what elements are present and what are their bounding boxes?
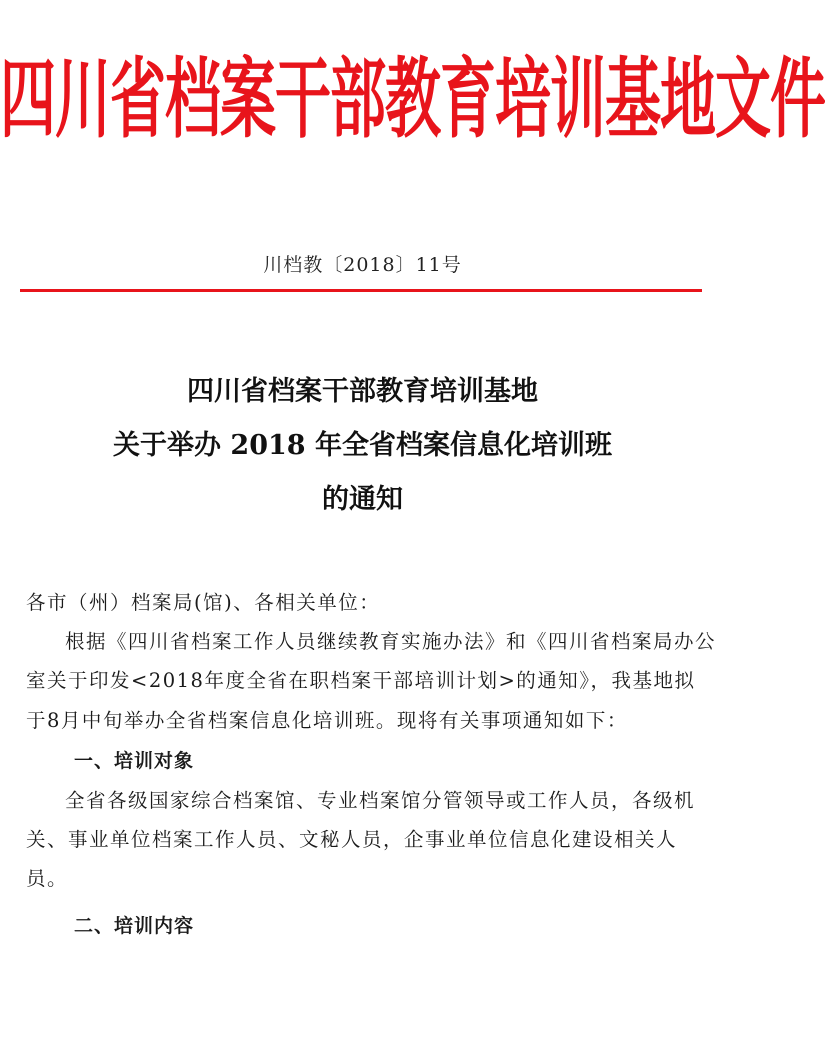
title-line-2: 关于举办 2018 年全省档案信息化培训班 <box>113 430 612 461</box>
document-number: 川档教〔2018〕11号 <box>263 254 462 276</box>
notice-body <box>26 583 716 946</box>
red-divider-line <box>20 289 702 292</box>
title-line-1: 四川省档案干部教育培训基地 <box>187 376 538 407</box>
title-line-3: 的通知 <box>322 484 403 515</box>
section-heading-2: 二、培训内容 <box>74 914 195 937</box>
masthead-title: 四川省档案干部教育培训基地文件 <box>0 49 825 151</box>
salutation: 各市（州）档案局(馆)、各相关单位： <box>26 591 381 614</box>
intro-paragraph: 根据《四川省档案工作人员继续教育实施办法》和《四川省档案局办公室关于印发<2018年度全省在职档案干部培训计划>的通知》，我基地拟于8月中旬举办全省档案信息化培训班。现将有关事项通知如下： <box>26 630 717 732</box>
section-heading-1: 一、培训对象 <box>74 749 195 772</box>
notice-title <box>0 365 725 527</box>
section-text-1: 全省各级国家综合档案馆、专业档案馆分管领导或工作人员，各级机关、事业单位档案工作人员、文秘人员，企事业单位信息化建设相关人员。 <box>26 789 696 891</box>
